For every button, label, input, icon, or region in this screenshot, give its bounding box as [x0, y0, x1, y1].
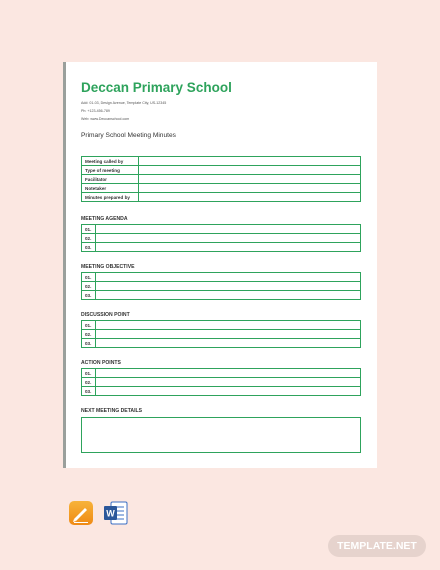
table-row: [82, 339, 361, 348]
template-net-badge[interactable]: TEMPLATE.NET: [328, 535, 426, 557]
row-number: 01.: [82, 273, 96, 282]
info-value-cell: [139, 175, 361, 184]
row-cell: [96, 291, 361, 300]
address-line: Add: 01-03, Design Avenue, Template City, US-12345: [81, 101, 167, 105]
table-row: [82, 225, 361, 234]
table-row: [82, 243, 361, 252]
table-row: [82, 193, 361, 202]
info-label: Notetaker: [82, 184, 139, 193]
row-number: 03.: [82, 339, 96, 348]
info-label: Minutes prepared by: [82, 193, 139, 202]
svg-text:W: W: [106, 508, 115, 519]
table-row: [82, 273, 361, 282]
info-value-cell: [139, 184, 361, 193]
section-label-next-meeting: NEXT MEETING DETAILS: [81, 408, 143, 414]
phone-line: Ph: +123-456-789: [81, 109, 110, 113]
row-number: 02.: [82, 234, 96, 243]
table-row: [82, 166, 361, 175]
table-row: [82, 282, 361, 291]
row-number: 02.: [82, 330, 96, 339]
info-value-cell: [139, 166, 361, 175]
table-row: [82, 369, 361, 378]
meeting-info-table: [81, 156, 361, 202]
objective-table: [81, 272, 361, 300]
row-number: 03.: [82, 243, 96, 252]
info-value-cell: [139, 193, 361, 202]
table-row: [82, 291, 361, 300]
web-line: Web: www.Deccanschool.com: [81, 117, 130, 121]
row-number: 02.: [82, 282, 96, 291]
row-cell: [96, 378, 361, 387]
table-row: [82, 330, 361, 339]
info-value-cell: [139, 157, 361, 166]
row-number: 03.: [82, 387, 96, 396]
table-row: [82, 387, 361, 396]
agenda-table: [81, 224, 361, 252]
word-icon[interactable]: [103, 500, 129, 526]
row-number: 02.: [82, 378, 96, 387]
info-label: Type of meeting: [82, 166, 139, 175]
document-title: Primary School Meeting Minutes: [81, 132, 176, 139]
section-label-discussion: DISCUSSION POINT: [81, 312, 130, 318]
row-cell: [96, 273, 361, 282]
info-label: Meeting called by: [82, 157, 139, 166]
document-preview: [66, 62, 377, 468]
action-points-table: [81, 368, 361, 396]
next-meeting-box: [81, 417, 361, 453]
row-cell: [96, 387, 361, 396]
info-label: Facilitator: [82, 175, 139, 184]
table-row: [82, 378, 361, 387]
table-row: [82, 321, 361, 330]
table-row: [82, 234, 361, 243]
row-cell: [96, 330, 361, 339]
row-number: 01.: [82, 369, 96, 378]
row-cell: [96, 369, 361, 378]
section-label-objective: MEETING OBJECTIVE: [81, 264, 135, 270]
discussion-table: [81, 320, 361, 348]
row-number: 03.: [82, 291, 96, 300]
table-row: [82, 184, 361, 193]
section-label-agenda: MEETING AGENDA: [81, 216, 128, 222]
table-row: [82, 175, 361, 184]
table-row: [82, 157, 361, 166]
row-number: 01.: [82, 225, 96, 234]
row-cell: [96, 243, 361, 252]
pages-icon[interactable]: [69, 501, 93, 525]
row-cell: [96, 321, 361, 330]
row-cell: [96, 282, 361, 291]
row-cell: [96, 225, 361, 234]
row-cell: [96, 234, 361, 243]
school-name: Deccan Primary School: [81, 80, 232, 95]
row-number: 01.: [82, 321, 96, 330]
row-cell: [96, 339, 361, 348]
section-label-action: ACTION POINTS: [81, 360, 121, 366]
